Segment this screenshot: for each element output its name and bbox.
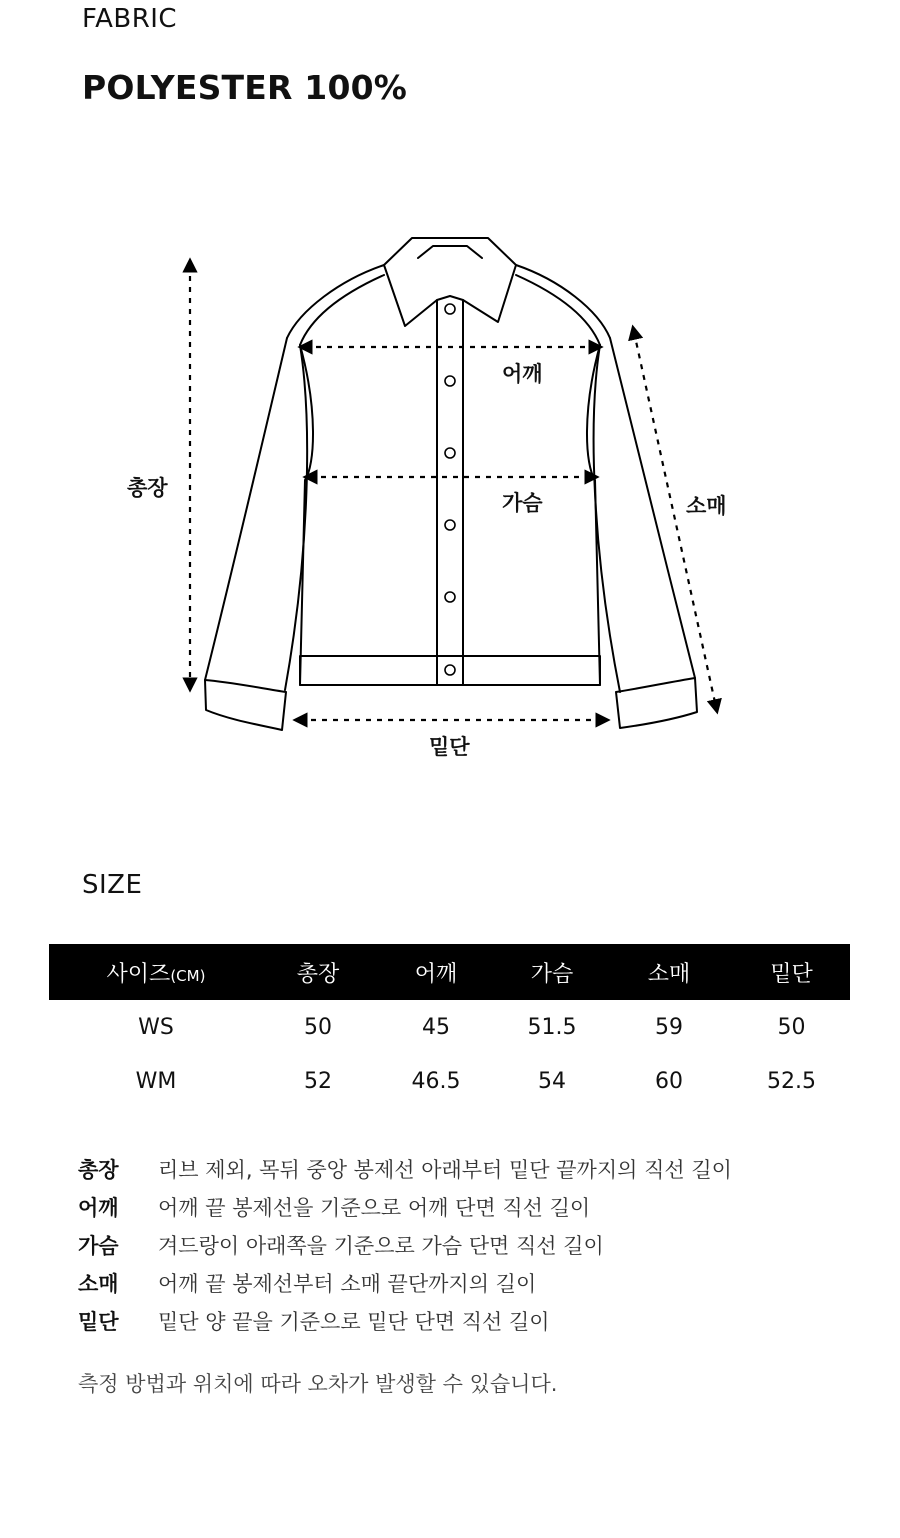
right-body-side: [587, 345, 600, 685]
definition-row: [78, 1302, 732, 1340]
fabric-composition: POLYESTER 100%: [82, 68, 408, 107]
definition-term: 어깨: [78, 1196, 119, 1220]
definition-desc: 어깨 끝 봉제선을 기준으로 어깨 단면 직선 길이: [158, 1196, 591, 1220]
header-total-length: 총장: [263, 944, 373, 1000]
table-row: [49, 1000, 850, 1054]
table-cell: 46.5: [411, 1068, 461, 1094]
left-cuff: [205, 680, 286, 730]
size-name: WM: [135, 1068, 177, 1094]
sleeve-label: 소매: [686, 494, 727, 518]
table-row: [49, 1054, 850, 1108]
button: [445, 520, 455, 530]
collar-stand: [418, 246, 482, 258]
total-length-label: 총장: [127, 476, 168, 500]
definition-row: [78, 1150, 732, 1188]
definition-term: 총장: [78, 1158, 119, 1182]
button: [445, 592, 455, 602]
size-section-label: SIZE: [82, 870, 143, 900]
table-cell: 50: [304, 1014, 332, 1040]
right-cuff: [616, 678, 697, 728]
shoulder-label: 어깨: [502, 362, 543, 386]
table-cell: 45: [422, 1014, 450, 1040]
button: [445, 665, 455, 675]
placket: [437, 300, 463, 685]
table-cell: 59: [655, 1014, 683, 1040]
table-cell: 51.5: [527, 1014, 577, 1040]
right-sleeve-outer: [610, 338, 695, 678]
hem-label: 밑단: [429, 735, 470, 759]
definition-desc: 겨드랑이 아래쪽을 기준으로 가슴 단면 직선 길이: [158, 1234, 604, 1258]
table-cell: 50: [777, 1014, 806, 1040]
buttons: [445, 304, 455, 675]
header-hem: 밑단: [733, 944, 850, 1000]
definition-desc: 밑단 양 끝을 기준으로 밑단 단면 직선 길이: [158, 1310, 550, 1334]
header-size: [49, 944, 263, 1000]
button: [445, 376, 455, 386]
header-shoulder: 어깨: [373, 944, 499, 1000]
definition-row: [78, 1226, 732, 1264]
definition-desc: 리브 제외, 목뒤 중앙 봉제선 아래부터 밑단 끝까지의 직선 길이: [158, 1158, 732, 1182]
definition-term: 소매: [78, 1272, 119, 1296]
definition-desc: 어깨 끝 봉제선부터 소매 끝단까지의 길이: [158, 1272, 537, 1296]
table-cell: 54: [538, 1068, 566, 1094]
left-sleeve-outer: [205, 338, 287, 680]
table-cell: 52: [304, 1068, 332, 1094]
jacket-measurement-diagram: [0, 220, 900, 780]
definition-term: 가슴: [78, 1234, 119, 1258]
definition-row: [78, 1264, 732, 1302]
size-table: [49, 944, 850, 1108]
chest-label: 가슴: [502, 491, 543, 515]
header-sleeve: 소매: [605, 944, 733, 1000]
measurement-note: 측정 방법과 위치에 따라 오차가 발생할 수 있습니다.: [78, 1372, 558, 1396]
header-chest: 가슴: [499, 944, 605, 1000]
table-cell: 52.5: [767, 1068, 816, 1094]
definition-term: 밑단: [78, 1310, 119, 1334]
fabric-label: FABRIC: [82, 4, 178, 34]
definition-row: [78, 1188, 732, 1226]
table-cell: 60: [655, 1068, 683, 1094]
header-size-text: 사이즈: [106, 961, 171, 987]
button: [445, 304, 455, 314]
right-sleeve-inner: [594, 345, 620, 692]
size-name: WS: [138, 1014, 174, 1040]
measurement-definitions: [78, 1150, 732, 1340]
button: [445, 448, 455, 458]
header-unit: (CM): [170, 966, 206, 985]
size-table-header: [49, 944, 850, 1000]
